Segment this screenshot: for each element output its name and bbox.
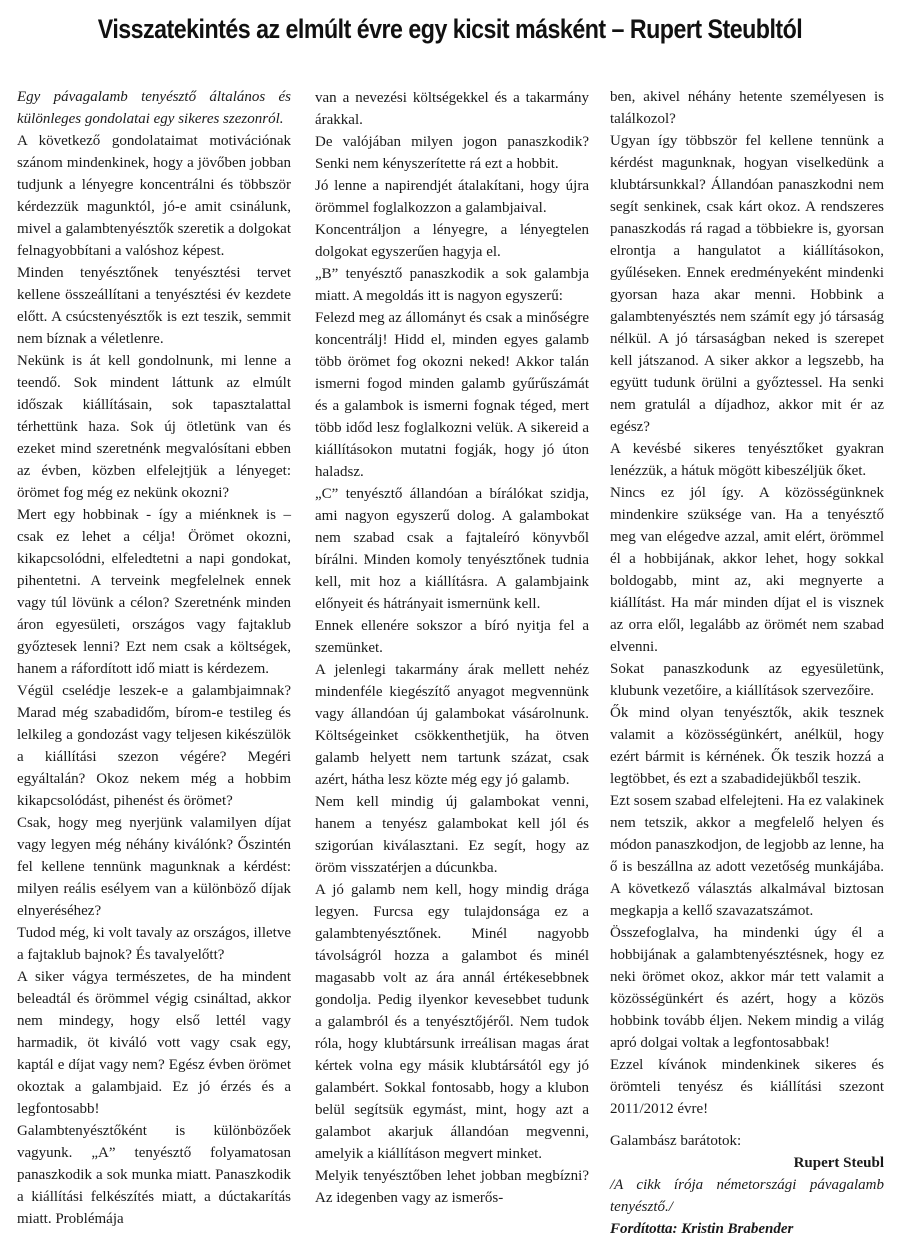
paragraph: Ezt sosem szabad elfelejteni. Ha ez valakinek nem tetszik, akkor a megfelelő helyen és módon panaszkodjon, de legjobb az lenne, ha ő is beszállna az adott vezetőség munkájába. A következő választás alkalmával biztosan megkapja a kellő szavazatszámot. [610, 793, 884, 919]
paragraph: Minden tenyésztőnek tenyésztési tervet kellene összeállítani a tenyésztési év kezdete előtt. A csúcstenyésztők is ezt teszik, semmit nem bíznak a véletlenre. [17, 265, 291, 347]
column-3 [610, 86, 884, 1240]
column-2 [315, 87, 589, 1209]
paragraph: „C” tenyésztő állandóan a bírálókat szidja, ami nagyon egyszerű dolog. A galambokat nem szabad csak a fajtaleíró könyvből bírálni. Minden komoly tenyésztőnek tudnia kell, mit hoz a kiállításra. A galambjaink előnyeit és hátrányait ismernünk kell. [315, 486, 589, 612]
paragraph: van a nevezési költségekkel és a takarmány árakkal. [315, 90, 589, 128]
signature-author: Rupert Steubl [793, 1155, 884, 1171]
signature-greeting: Galambász barátotok: [610, 1133, 742, 1149]
paragraph: ben, akivel néhány hetente személyesen is találkozol? [610, 89, 884, 127]
author-note: /A cikk írója németországi pávagalamb tenyésztő./ [610, 1177, 884, 1215]
paragraph: Nekünk is át kell gondolnunk, mi lenne a teendő. Sok mindent láttunk az elmúlt időszak kiállításain, sok tapasztalattal térhettünk haza. Sok új ötletünk van és ezeket mind szeretnénk megvalósítani ebben az évben, közben elfelejtjük a lényeget: örömet fog még ez nekünk okozni? [17, 353, 291, 501]
paragraph: Ők mind olyan tenyésztők, akik tesznek valamit a közösségünkért, anélkül, hogy ezért bármit is kérnének. Ők teszik hozzá a legtöbbet, és ezt a szabadidejükből teszik. [610, 705, 884, 787]
translator-credit: Fordította: Kristin Brabender [610, 1221, 794, 1237]
paragraph: A következő gondolataimat motivációnak szánom mindenkinek, hogy a jövőben jobban tudjunk a lényegre koncentrálni és többször kérdezzük magunktól, jó-e amit csinálunk, mivel a galambtenyésztők szeretik a dolgokat felnagyobbítani a valóshoz képest. [17, 133, 291, 259]
lead-paragraph: Egy pávagalamb tenyésztő általános és különleges gondolatai egy sikeres szezonról. [17, 89, 291, 127]
paragraph: Nincs ez jól így. A közösségünknek mindenkire szüksége van. Ha a tenyésztő meg van elégedve azzal, amit elért, örömmel él a hobbijának, akkor lehet, hogy sokkal boldogabb, mint az, aki megnyerte a kiállítást. Ha már minden díjat el is visznek az orra elől, legalább az örömét nem szabad elvenni. [610, 485, 884, 655]
paragraph: Nem kell mindig új galambokat venni, hanem a tenyész galambokat kell jól és szigorúan kiválasztani. Ez segít, hogy az öröm visszatérjen a dúcunkba. [315, 794, 589, 876]
paragraph: Koncentráljon a lényegre, a lényegtelen dolgokat egyszerűen hagyja el. [315, 222, 589, 260]
paragraph: „B” tenyésztő panaszkodik a sok galambja miatt. A megoldás itt is nagyon egyszerű: [315, 266, 589, 304]
paragraph: Tudod még, ki volt tavaly az országos, illetve a fajtaklub bajnok? És tavalyelőtt? [17, 925, 291, 963]
paragraph: Ugyan így többször fel kellene tennünk a kérdést magunknak, hogyan viselkedünk a klubtársunkkal? Állandóan panaszkodni nem segít senkinek, csak kárt okoz. A rendszeres panaszkodás rá ragad a többiekre is, gyorsan elrontja a hangulatot a kiállításokon, gyűléseken. Ennek eredményeként mindenki gyorsan haza akar menni. Hobbink a galambtenyésztés nem számít egy jó társaság nélkül. A jó társaságban neked is szerepet kell játszanod. A siker akkor a legszebb, ha együtt tudunk örülni a győztessel. Ha senki nem gratulál a díjadhoz, akkor mit ér az egész? [610, 133, 884, 435]
paragraph: Végül cselédje leszek-e a galambjaimnak? Marad még szabadidőm, bírom-e testileg és lelkileg a gondozást vagy teljesen kikészülök a kiállítási szezon végére? Megéri egyáltalán? Okoz nekem még a hobbim kikapcsolódást, pihenést és örömet? [17, 683, 291, 809]
paragraph: Felezd meg az állományt és csak a minőségre koncentrálj! Hidd el, minden egyes galamb több örömet fog okozni neked! Akkor talán ismerni fogod minden galamb gyűrűszámát és a galambok is ismerni fognak téged, mert több időd lesz foglalkozni velük. A sikereid a kiállításokon mutatni fogják, hogy jó úton haladsz. [315, 310, 589, 480]
article-title: Visszatekintés az elmúlt évre egy kicsit másként – Rupert Steubltól [97, 14, 803, 44]
paragraph: Ennek ellenére sokszor a bíró nyitja fel a szemünket. [315, 618, 589, 656]
column-1 [17, 86, 291, 1230]
paragraph: A siker vágya természetes, de ha mindent beleadtál és örömmel végig csináltad, akkor nem mindegy, hogy első lettél vagy harmadik, öt kiváló vott vagy csak egy, kaptál e díjat vagy nem? Egész évben örömet okoztak a galambjaid. Ez jó érzés és a legfontosabb! [17, 969, 291, 1117]
paragraph: Sokat panaszkodunk az egyesületünk, klubunk vezetőire, a kiállítások szervezőire. [610, 661, 884, 699]
paragraph: De valójában milyen jogon panaszkodik? Senki nem kényszerítette rá ezt a hobbit. [315, 134, 589, 172]
paragraph: Melyik tenyésztőben lehet jobban megbízni? Az idegenben vagy az ismerős- [315, 1168, 589, 1206]
paragraph: A jelenlegi takarmány árak mellett nehéz mindenféle kiegészítő anyagot megvennünk vagy állandóan új galambokat vásárolnunk. Költségeinket csökkenthetjük, ha ötven galamb helyett nem tartunk százat, csak azért, hátha lesz közte még egy jó galamb. [315, 662, 589, 788]
paragraph: A jó galamb nem kell, hogy mindig drága legyen. Furcsa egy tulajdonsága ez a galambtenyésztőnek. Minél nagyobb távolságról hozza a galambot és minél magasabb volt az ára annál értékesebbnek gondolja. Pedig ilyenkor kevesebbet tudunk a galambról és a tenyésztőjéről. Nem tudok róla, hogy klubtársunk irreálisan magas árat kértek volna egy másik klubtársától egy jó galambért. Sokkal fontosabb, hogy a klubon belül segítsük egymást, mint, hogy azt a galambot akarjuk állandóan megvenni, amelyik a kiállításon megvert minket. [315, 882, 589, 1162]
paragraph: Galambtenyésztőként is különbözőek vagyunk. „A” tenyésztő folyamatosan panaszkodik a sok munka miatt. Panaszkodik a kiállítási felkészítés miatt, a dúctakarítás miatt. Problémája [17, 1123, 291, 1227]
paragraph: Csak, hogy meg nyerjünk valamilyen díjat vagy legyen még néhány kiválónk? Őszintén fel kellene tennünk magunknak a kérdést: milyen reális esélyem van a különböző díjak elnyeréséhez? [17, 815, 291, 919]
paragraph: A kevésbé sikeres tenyésztőket gyakran lenézzük, a hátuk mögött kibeszéljük őket. [610, 441, 884, 479]
paragraph: Mert egy hobbinak - így a miénknek is – csak ez lehet a célja! Örömet okozni, kikapcsolódni, elfeledtetni a napi gondokat, pihentetni. A terveink megfelelnek ennek vagy túl lövünk a célon? Szeretnénk minden áron egyesületi, országos vagy fajtaklub győztesek lenni? Ezt nem csak a költségek, hanem a ráfordított idő miatt is kérdezem. [17, 507, 291, 677]
paragraph: Összefoglalva, ha mindenki úgy él a hobbijának a galambtenyésztésnek, hogy ez neki örömet okoz, akkor már tett valamit a közösségünkért és azért, hogy a közös hobbink tovább éljen. Nekem mindig a világ apró dolgai voltak a legfontosabbak! [610, 925, 884, 1051]
paragraph: Ezzel kívánok mindenkinek sikeres és örömteli tenyész és kiállítási szezont 2011/2012 évre! [610, 1057, 884, 1117]
paragraph: Jó lenne a napirendjét átalakítani, hogy újra örömmel foglalkozzon a galambjaival. [315, 178, 589, 216]
